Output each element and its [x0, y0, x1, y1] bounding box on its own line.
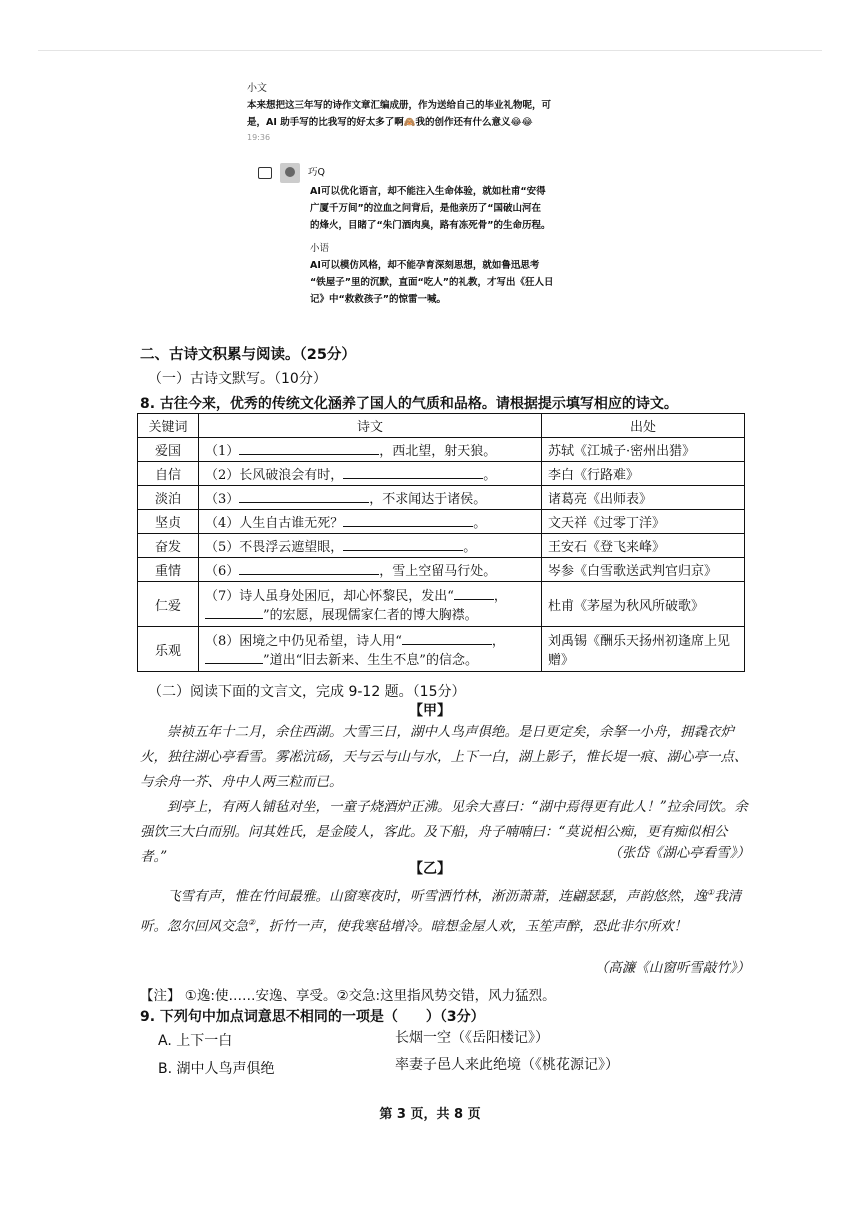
poem-cell: [199, 534, 542, 558]
table-row: [138, 627, 745, 672]
passage-paragraph: [140, 880, 750, 939]
keyword-cell: 淡泊: [138, 486, 199, 510]
option-b-left: B. 湖中人鸟声俱绝: [158, 1061, 275, 1077]
source-cell: 王安石《登飞来峰》: [542, 534, 745, 558]
keyword-cell: 重情: [138, 558, 199, 582]
keyword-cell: 爱国: [138, 438, 199, 462]
page-top-rule: [38, 50, 822, 51]
poem-text: ”的宏愿，展现儒家仁者的博大胸襟。: [263, 608, 478, 623]
passage-jia-label: 【甲】: [409, 703, 451, 719]
source-cell: 杜甫《茅屋为秋风所破歌》: [542, 582, 745, 627]
poem-text: 。: [473, 516, 487, 531]
passage-text: 我清听。忽尔回风交急: [140, 888, 742, 934]
answer-blank[interactable]: [205, 606, 263, 619]
source-cell: 诸葛亮《出师表》: [542, 486, 745, 510]
part2-title: （二）阅读下面的文言文，完成 9-12 题。（15分）: [148, 684, 466, 700]
poem-text: ，: [491, 634, 505, 649]
keyword-cell: 坚贞: [138, 510, 199, 534]
table-header: 出处: [542, 414, 745, 438]
poem-text: ，雪上空留马行处。: [379, 564, 497, 579]
reply-line: 的烽火，目睹了“朱门酒肉臭，路有冻死骨”的生命历程。: [310, 220, 551, 231]
chat-message-line: 本来想把这三年写的诗作文章汇编成册，作为送给自己的毕业礼物呢，可: [247, 100, 552, 111]
table-row: [138, 438, 745, 462]
poem-cell: [199, 627, 542, 672]
chat-user-name: 小文: [247, 83, 267, 94]
keyword-cell: 仁爱: [138, 582, 199, 627]
table-row: [138, 486, 745, 510]
reply-line: AI可以模仿风格，却不能孕育深刻思想，就如鲁迅思考: [310, 260, 540, 271]
source-cell: 文天祥《过零丁洋》: [542, 510, 745, 534]
reply-line: “铁屋子”里的沉默，直面“吃人”的礼教，才写出《狂人日: [310, 277, 554, 288]
chat-message-line: 是，AI 助手写的比我写的好太多了啊🙈我的创作还有什么意义😂😂: [247, 117, 533, 128]
answer-blank[interactable]: [239, 562, 379, 575]
answer-blank[interactable]: [402, 632, 492, 645]
page-footer: 第 3 页，共 8 页: [379, 1107, 481, 1122]
chat-screenshot: [247, 80, 627, 145]
reply-line: AI可以优化语言，却不能注入生命体验，就如杜甫“安得: [310, 186, 546, 197]
poem-text: （8）困境之中仍见希望，诗人用“: [205, 634, 402, 649]
table-row: [138, 582, 745, 627]
table-row: [138, 510, 745, 534]
passage-source: （张岱《湖心亭看雪》）: [608, 845, 750, 861]
table-header: 诗文: [199, 414, 542, 438]
poem-text: （4）人生自古谁无死？: [205, 516, 344, 531]
table-row: [138, 558, 745, 582]
question-9-prompt: 9. 下列句中加点词意思不相同的一项是（ ）（3分）: [140, 1009, 485, 1025]
source-cell: 岑参《白雪歌送武判官归京》: [542, 558, 745, 582]
reply-line: 广厦千万间”的泣血之问背后，是他亲历了“国破山河在: [310, 203, 541, 214]
poem-text: ，西北望，射天狼。: [379, 444, 497, 459]
poem-cell: [199, 558, 542, 582]
answer-blank[interactable]: [239, 442, 379, 455]
passage-paragraph: 崇祯五年十二月，余住西湖。大雪三日，湖中人鸟声俱绝。是日更定矣，余拏一小舟，拥毳衣炉火，独往湖心亭看雪。雾凇沆砀，天与云与山与水，上下一白，湖上影子，惟长堤一痕、湖心亭一点、与余舟一芥、舟中人两三粒而已。: [140, 724, 748, 790]
poem-cell: [199, 486, 542, 510]
question-8-prompt: 8. 古往今来，优秀的传统文化涵养了国人的气质和品格。请根据提示填写相应的诗文。: [140, 396, 678, 412]
source-cell: 苏轼《江城子·密州出猎》: [542, 438, 745, 462]
comment-icon: [258, 167, 272, 179]
poem-text: 。: [483, 468, 497, 483]
chat-time: 19:36: [247, 133, 271, 142]
keyword-cell: 自信: [138, 462, 199, 486]
passage-source: （高濂《山窗听雪敲竹》）: [594, 960, 750, 976]
option-a-right: 长烟一空（《岳阳楼记》）: [395, 1030, 549, 1046]
table-row: [138, 462, 745, 486]
answer-blank[interactable]: [239, 490, 369, 503]
avatar: [280, 163, 300, 183]
passage-yi: [140, 880, 750, 939]
poem-text: （6）: [205, 564, 240, 579]
source-cell: 刘禹锡《酬乐天扬州初逢席上见赠》: [542, 627, 745, 672]
keyword-cell: 乐观: [138, 627, 199, 672]
answer-blank[interactable]: [343, 466, 483, 479]
table-header: 关键词: [138, 414, 199, 438]
poem-text: ，不求闻达于诸侯。: [369, 492, 487, 507]
poem-text: （5）不畏浮云遮望眼，: [205, 540, 344, 555]
answer-blank[interactable]: [205, 651, 263, 664]
passage-text: ，折竹一声，使我寒毡增冷。暗想金屋人欢，玉笙声醉，恐此非尔所欢！: [255, 918, 688, 934]
reply-user-name: 小语: [310, 243, 330, 254]
poem-cell: [199, 438, 542, 462]
passage-yi-label: 【乙】: [409, 861, 451, 877]
passage-paragraph: 到亭上，有两人铺毡对坐，一童子烧酒炉正沸。见余大喜曰：“湖中焉得更有此人！”拉余同饮。余强饮三大白而别。问其姓氏，是金陵人，客此。及下船，舟子喃喃曰：“莫说相公痴，更有痴似相公者。”: [140, 799, 748, 865]
poem-table: [137, 413, 745, 672]
footnote-mark: ①: [707, 888, 715, 897]
source-cell: 李白《行路难》: [542, 462, 745, 486]
poem-cell: [199, 462, 542, 486]
poem-text: （7）诗人虽身处困厄，却心怀黎民，发出“: [205, 589, 454, 604]
answer-blank[interactable]: [343, 514, 473, 527]
part1-title: （一）古诗文默写。（10分）: [148, 371, 327, 387]
poem-text: （3）: [205, 492, 240, 507]
footnote-mark: ②: [248, 917, 256, 927]
footnote: 【注】 ①逸:使……安逸、享受。②交急:这里指风势交错，风力猛烈。: [140, 988, 556, 1004]
reply-line: 记》中“救救孩子”的惊雷一喊。: [310, 294, 446, 305]
poem-cell: [199, 510, 542, 534]
poem-text: 。: [463, 540, 477, 555]
poem-text: ”道出“旧去新来、生生不息”的信念。: [263, 653, 478, 668]
answer-blank[interactable]: [454, 587, 494, 600]
option-b-right: 率妻子邑人来此绝境（《桃花源记》）: [395, 1057, 619, 1073]
poem-text: （2）长风破浪会有时，: [205, 468, 344, 483]
section-title: 二、古诗文积累与阅读。（25分）: [140, 347, 356, 363]
chat-replies: [258, 163, 598, 308]
passage-text: 飞雪有声，惟在竹间最雅。山窗寒夜时，听雪洒竹林，淅沥萧萧，连翩瑟瑟，声韵悠然，逸: [167, 888, 707, 905]
poem-cell: [199, 582, 542, 627]
keyword-cell: 奋发: [138, 534, 199, 558]
answer-blank[interactable]: [343, 538, 463, 551]
table-row: [138, 534, 745, 558]
reply-user-name: 巧Q: [308, 167, 325, 178]
option-a-left: A. 上下一白: [158, 1033, 233, 1049]
poem-text: ，: [493, 589, 507, 604]
poem-text: （1）: [205, 444, 240, 459]
